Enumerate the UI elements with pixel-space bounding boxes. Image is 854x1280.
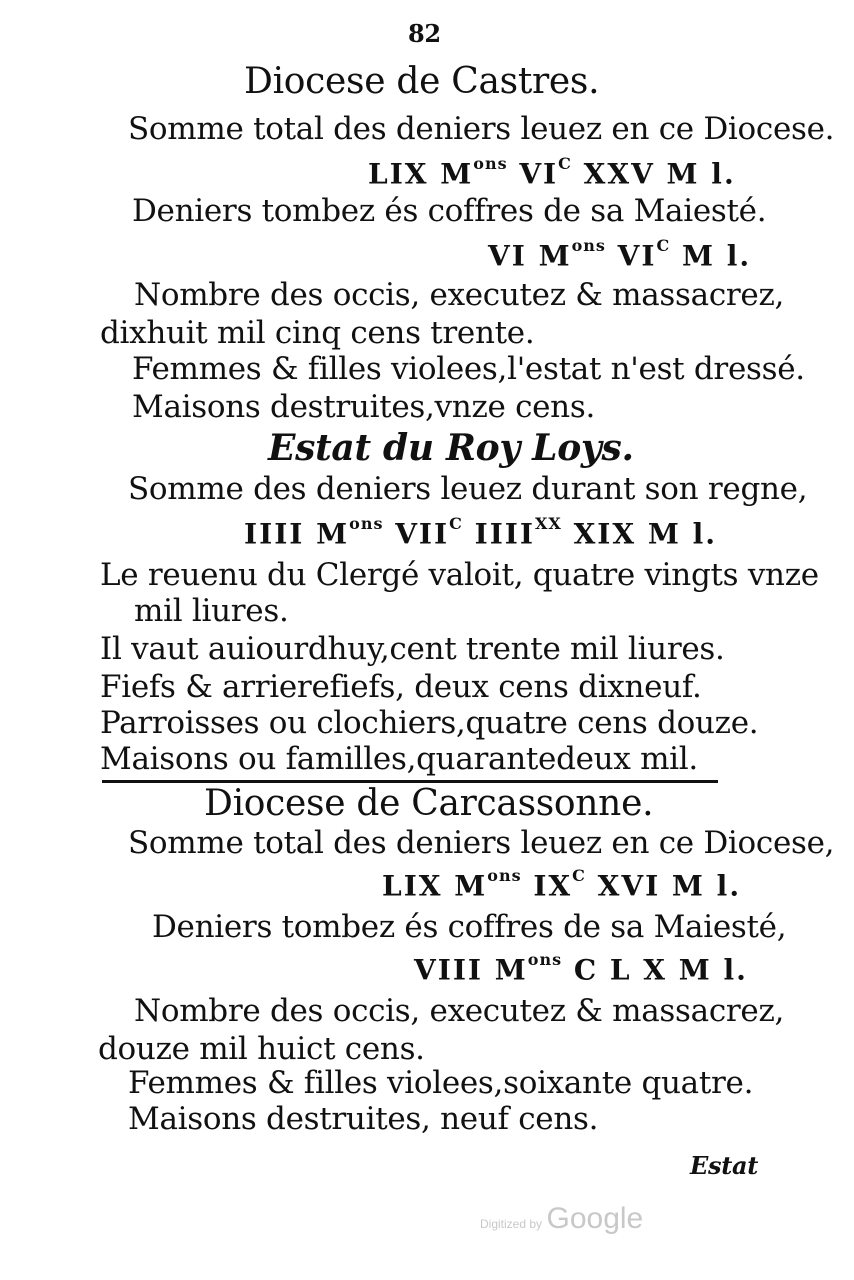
- heading-estat-roy-loys: Estat du Roy Loys.: [268, 427, 634, 469]
- google-watermark: [480, 1202, 643, 1236]
- carcassonne-killed-label: Nombre des occis, executez & massacrez,: [134, 993, 785, 1029]
- castres-total-label: Somme total des deniers leuez en ce Diocese.: [128, 111, 835, 147]
- castres-treasury-amount: VI $M^{ons}$ $VI^C$ M l.: [488, 236, 752, 273]
- loys-clergy-revenue: Le reuenu du Clergé valoit, quatre vingts vnze: [100, 557, 819, 593]
- page-number: 82: [408, 19, 441, 48]
- carcassonne-killed-count: douze mil huict cens.: [98, 1031, 425, 1067]
- loys-parishes: Parroisses ou clochiers,quatre cens douze.: [100, 705, 759, 741]
- castres-houses: Maisons destruites,vnze cens.: [132, 389, 596, 425]
- castres-killed-label: Nombre des occis, executez & massacrez,: [134, 277, 785, 313]
- heading-diocese-castres: Diocese de Castres.: [244, 61, 600, 102]
- watermark-prefix: Digitized by: [480, 1217, 543, 1231]
- watermark-brand: Google: [546, 1202, 644, 1235]
- castres-women: Femmes & filles violees,l'estat n'est dressé.: [132, 351, 805, 387]
- loys-fiefs: Fiefs & arrierefiefs, deux cens dixneuf.: [100, 669, 702, 705]
- loys-total-amount: IIII $M^{ons}$ $VII^C$ $IIII^{XX}$ XIX M l.: [244, 514, 717, 551]
- carcassonne-women: Femmes & filles violees,soixante quatre.: [128, 1065, 754, 1101]
- carcassonne-total-amount: LIX $M^{ons}$ $IX^C$ XVI M l.: [382, 866, 742, 903]
- castres-total-amount: LIX $M^{ons}$ $VI^C$ XXV M l.: [368, 154, 736, 191]
- loys-households: Maisons ou familles,quarantedeux mil.: [100, 741, 698, 777]
- carcassonne-treasury-label: Deniers tombez és coffres de sa Maiesté,: [152, 909, 787, 945]
- heading-diocese-carcassonne: Diocese de Carcassonne.: [204, 783, 654, 824]
- carcassonne-treasury-amount: VIII $M^{ons}$ C L X M l.: [414, 950, 748, 987]
- loys-current-value: Il vaut auiourdhuy,cent trente mil liures.: [100, 631, 725, 667]
- loys-clergy-revenue-cont: mil liures.: [134, 593, 289, 629]
- castres-treasury-label: Deniers tombez és coffres de sa Maiesté.: [132, 193, 767, 229]
- catchword: Estat: [690, 1151, 759, 1180]
- loys-total-label: Somme des deniers leuez durant son regne,: [128, 471, 808, 507]
- carcassonne-houses: Maisons destruites, neuf cens.: [128, 1101, 599, 1137]
- castres-killed-count: dixhuit mil cinq cens trente.: [100, 315, 535, 351]
- carcassonne-total-label: Somme total des deniers leuez en ce Diocese,: [128, 825, 835, 861]
